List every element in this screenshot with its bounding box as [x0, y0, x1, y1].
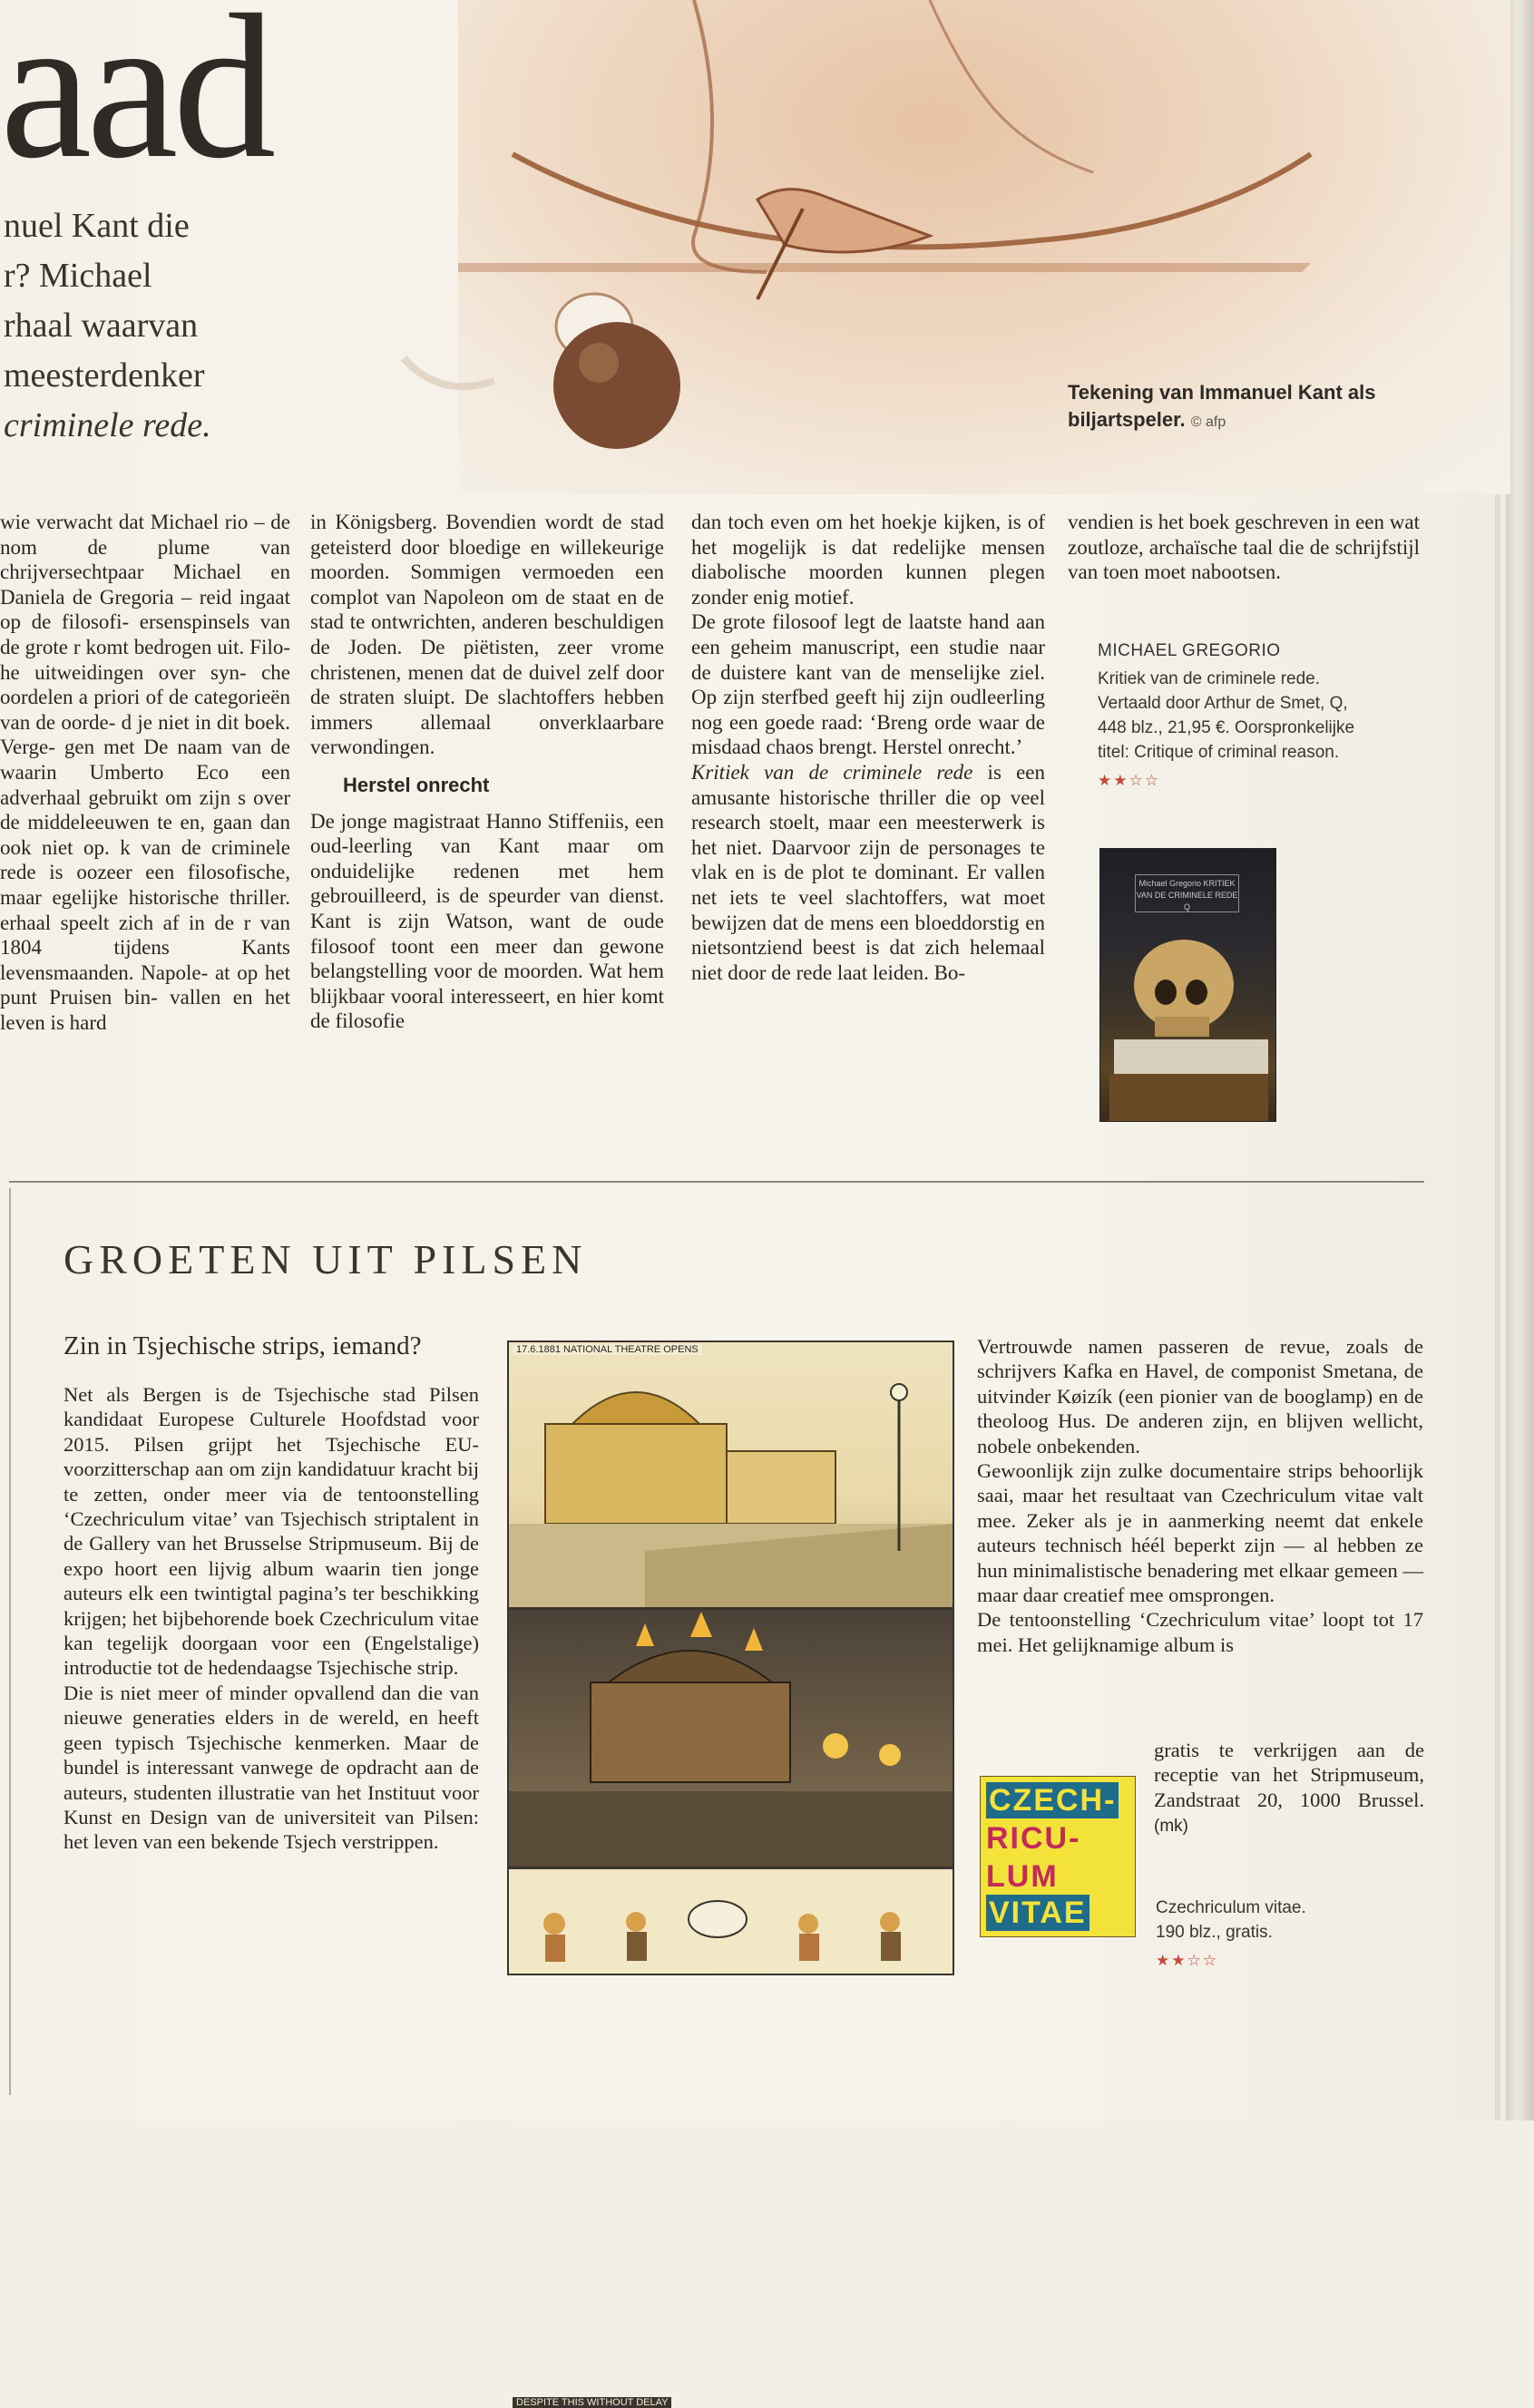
- book-cover-kritiek: [1099, 848, 1276, 1122]
- intro-line-3: rhaal waarvan: [4, 307, 199, 345]
- pilsen-col3-credit: (mk): [1154, 1817, 1188, 1837]
- cover-row-1: [986, 1782, 1131, 1818]
- column-3-text-a: dan toch even om het hoekje kijken, is of het mogelijk is dat redelijke mensen diabolische moorden kunnen plegen zonder enig motief.: [691, 511, 1045, 609]
- column-3-text-c-body: is een amusante historische thriller die op veel research stoelt, maar een meesterwerk is het niet. Daarvoor zijn de personages te vlak en is de plot te dominant. Er vallen net iets te veel slachtoffers, wat moet bewijzen dat de mens een bloeddorstig en nietsontziend beest is dat zich helemaal niet door de rede laat leiden. Bo-: [691, 760, 1045, 984]
- subheading-herstel-onrecht: Herstel onrecht: [343, 773, 490, 796]
- book-line-3: 448 blz., 21,95 €. Oorspronkelijke: [1098, 718, 1355, 737]
- article-column-2: [310, 510, 664, 1034]
- section-title: GROETEN UIT PILSEN: [64, 1236, 588, 1282]
- intro-line-2: r? Michael: [4, 257, 152, 295]
- pilsen-col3-text: gratis te verkrijgen aan de receptie van het Stripmuseum, Zandstraat 20, 1000 Brussel.: [1154, 1739, 1424, 1811]
- comic-panel-fire: [509, 1610, 953, 1869]
- illustration-caption: [1068, 379, 1394, 436]
- pilsen-book-title: Czechriculum vitae.: [1156, 1898, 1306, 1917]
- section-subtitle: Zin in Tsjechische strips, iemand?: [64, 1331, 422, 1360]
- column-2-text-a: in Königsberg. Bovendien wordt de stad geteisterd door bloedige en willekeurige moorden. Sommigen vermoeden een complot van Napoleon om de staat en de stad te ontwrichten, anderen beschuldigen de Joden. De piëtisten, zeer vrome christenen, menen dat de duivel zelf door de straten sluipt. De slachtoffers hebben immers allemaal onverklaarbare verwondingen.: [310, 511, 664, 759]
- article-headline: aad: [0, 0, 271, 201]
- caption-text: Tekening van Immanuel Kant als biljartspeler.: [1068, 381, 1376, 431]
- comic-panel-people: [509, 1869, 953, 2408]
- column-4-text: vendien is het boek geschreven in een wat zoutloze, archaïsche taal die de schrijfstijl van toen moet nabootsen.: [1068, 511, 1420, 584]
- book-title-italic: Kritiek van de criminele rede: [691, 760, 973, 784]
- intro-line-4: meesterdenker: [4, 356, 205, 395]
- article-column-3: [691, 510, 1045, 985]
- pilsen-col1-para-2: Die is niet meer of minder opvallend dan die van nieuwe generaties elders in de wereld, en heeft geen typisch Tsjechische kenmerken. Maar de bundel is interessant vanwege de opdracht aan de auteurs, studenten illustratie van het Instituut voor Kunst en Design van de universiteit van Pilsen: het leven van een bekende Tsjech verstrippen.: [64, 1681, 479, 1854]
- cover-row-1-text: CZECH-: [986, 1782, 1119, 1818]
- comic-strip-image: [507, 1340, 954, 2408]
- column-3-text-b: De grote filosoof legt de laatste hand aan een geheim manuscript, een studie naar de duistere kant van de menselijke ziel. Op zijn sterfbed geeft hij zijn oudleerling nog een goede raad: ‘Breng orde waar de misdaad chaos brengt. Herstel onrecht.’: [691, 610, 1045, 759]
- cover-row-2: RICU-: [986, 1821, 1081, 1856]
- book-info: [1098, 639, 1424, 793]
- pilsen-column-1: [64, 1382, 479, 1855]
- column-3-text-c: [691, 760, 1045, 985]
- book-line-2: Vertaald door Arthur de Smet, Q,: [1098, 694, 1348, 713]
- pilsen-col1-para-1: Net als Bergen is de Tsjechische stad Pilsen kandidaat Europese Culturele Hoofdstad voor 2015. Pilsen grijpt het Tsjechische EU-voorzitterschap aan om zijn kandidatuur kracht bij te zetten, onder meer via de tentoonstelling ‘Czechriculum vitae’ van Tsjechisch striptalent in de Gallery van het Brusselse Stripmuseum. Bij de expo hoort een lijvig album waarin tien jonge auteurs elk een twintigtal pagina’s ter beschikking krijgen; het bijbehorende boek Czechriculum vitae kan tegelijk doorgaan voor een (Engelstalige) introductie tot de hedendaagse Tsjechische strip.: [64, 1383, 479, 1680]
- book-line-1: Kritiek van de criminele rede.: [1098, 669, 1320, 688]
- column-1-text: wie verwacht dat Michael rio – de nom de plume van chrijversechtpaar Michael en Daniela de Gregoria – reid ingaat op de filosofi- ersenspinsels van de grote r komt bedrogen uit. Filo- he uitweidingen over syn- che oordelen a priori of de categorieën van de oorde- d je niet in dit boek. Verge- gen met De naam van de waarin Umberto Eco een adverhaal gebruikt om zijn s over de middeleeuwen te en, gaan dan ook niet op. k van de criminele rede is oozeer een filosofische, maar egelijke historische thriller. erhaal speelt zich af in de r van 1804 tijdens Kants levensmaanden. Napole- at op het punt Pruisen bin- vallen en het leven is hard: [0, 511, 290, 1034]
- cover-row-4: [986, 1895, 1131, 1931]
- pilsen-book-rating-stars: ★★☆☆: [1156, 1952, 1218, 1969]
- book-author: MICHAEL GREGORIO: [1098, 641, 1281, 660]
- pilsen-col2-para-2: Gewoonlijk zijn zulke documentaire strips behoorlijk saai, maar het resultaat van Czechriculum vitae valt mee. Zeker als je in aanmerking neemt dat enkele auteurs technisch héél beperkt zijn — al hebben ze hun minimalistische benadering met elkaar gemeen — maar daar creatief mee omsprongen.: [977, 1459, 1423, 1607]
- section-divider: [9, 1181, 1424, 1183]
- intro-line-1: nuel Kant die: [4, 207, 190, 245]
- intro-line-5: criminele rede.: [4, 406, 211, 444]
- comic-label-bottom: DESPITE THIS WITHOUT DELAY: [513, 2397, 671, 2408]
- section-divider-vertical: [9, 1188, 11, 2095]
- column-2-text-b: De jonge magistraat Hanno Stiffeniis, een oud-leerling van Kant maar om onduidelijke redenen met hem gebrouilleerd, is de speurder van dienst. Kant is zijn Watson, want de oude filosoof toont een meer dan gewone belangstelling voor de moorden. Wat hem blijkbaar vooral interesseert, en hier komt de filosofie: [310, 809, 664, 1033]
- article-column-1: [0, 510, 290, 1035]
- cover-title-text: Michael Gregorio KRITIEK VAN DE CRIMINELE REDE: [1136, 879, 1238, 900]
- pilsen-column-2: [977, 1334, 1423, 1657]
- pilsen-book-info: [1156, 1896, 1373, 1973]
- pilsen-col3-para: [1154, 1738, 1424, 1839]
- book-rating-stars: ★★☆☆: [1098, 772, 1160, 789]
- pilsen-col2-para-1: Vertrouwde namen passeren de revue, zoals de schrijvers Kafka en Havel, de componist Smetana, de uitvinder Køizík (een pionier van de booglamp) en de theoloog Hus. De anderen zijn, en blijven wellicht, nobele onbekenden.: [977, 1335, 1423, 1457]
- book-cover-czechriculum: [980, 1776, 1136, 1937]
- cover-publisher-text: Q: [1183, 902, 1190, 912]
- burning-theatre-icon: [509, 1610, 953, 1867]
- skull-icon: [1100, 849, 1275, 1121]
- article-column-4: [1068, 510, 1420, 585]
- comic-label-top: 17.6.1881 NATIONAL THEATRE OPENS: [513, 1344, 702, 1355]
- cover-row-4-text: VITAE: [986, 1895, 1089, 1931]
- cover-row-3: LUM: [986, 1859, 1059, 1894]
- pilsen-book-details: 190 blz., gratis.: [1156, 1923, 1273, 1942]
- crowd-icon: [509, 1869, 953, 1974]
- book-line-4: titel: Critique of criminal reason.: [1098, 743, 1340, 762]
- pilsen-col2-para-3: De tentoonstelling ‘Czechriculum vitae’ loopt tot 17 mei. Het gelijknamige album is: [977, 1608, 1423, 1656]
- caption-credit: © afp: [1190, 414, 1226, 430]
- comic-panel-theatre: [509, 1342, 953, 1610]
- article-intro: [4, 201, 267, 451]
- pilsen-column-3: [1154, 1738, 1424, 1839]
- theatre-building-icon: [509, 1342, 953, 1607]
